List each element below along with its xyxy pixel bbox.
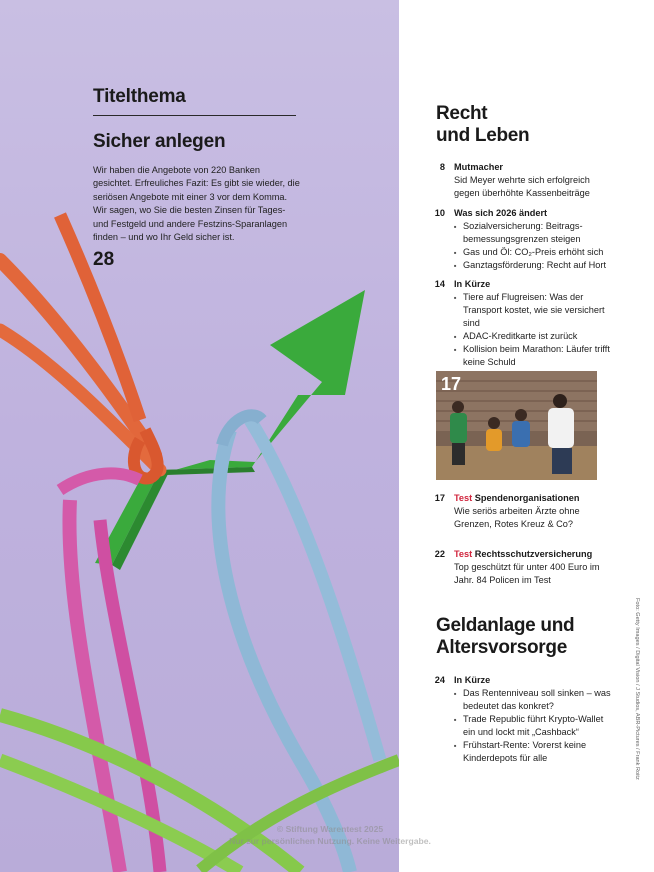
toc-heading: In Kürze <box>454 675 491 685</box>
cover-divider <box>93 115 296 116</box>
toc-list-item: ■ Sozialversicherung: Beitragsbemessungsgrenzen steigen <box>454 220 613 246</box>
photo-page-label: 17 <box>441 374 462 394</box>
section-title-geldanlage: Geldanlage und Altersvorsorge <box>436 615 575 658</box>
toc-description: Wie seriös arbeiten Ärzte ohne Grenzen, Rotes Kreuz & Co? <box>454 506 580 529</box>
toc-description: Top geschützt für unter 400 Euro im Jahr. 84 Policen im Test <box>454 562 600 585</box>
test-badge: Test <box>454 493 473 503</box>
toc-list-item: ■ Frühstart-Rente: Vorerst keine Kinderdepots für alle <box>454 739 613 765</box>
toc-heading: Spendenorganisationen <box>474 493 580 503</box>
toc-entry-mutmacher[interactable] <box>431 161 613 200</box>
toc-description: Sid Meyer wehrte sich erfolgreich gegen überhöhte Kassenbeiträge <box>454 175 590 198</box>
toc-page-number: 17 <box>434 493 445 503</box>
toc-heading: In Kürze <box>454 279 491 289</box>
toc-list-item: ■ Ganztagsförderung: Recht auf Hort <box>454 259 613 272</box>
toc-entry-spenden[interactable] <box>431 492 613 531</box>
spenden-photo[interactable] <box>436 371 597 480</box>
toc-entry-geld-in-kuerze[interactable] <box>431 674 613 765</box>
toc-page-number: 24 <box>434 675 445 685</box>
toc-page-number: 14 <box>434 279 445 289</box>
cover-teaser: Wir haben die Angebote von 220 Banken gesichtet. Erfreuliches Fazit: Es gibt sie wieder, die seriösen Angebote mit einer 3 vor dem Komma. Wir sagen, wo Sie die besten Zinsen für Tages- und Festgeld und andere Festzins-Sparanlagen finden – und wo Ihr Geld sicher ist. <box>93 165 300 243</box>
toc-entry-in-kuerze[interactable] <box>431 278 613 369</box>
cover-page-number[interactable]: 28 <box>93 249 115 270</box>
toc-list-item: ■ Kollision beim Marathon: Läufer trifft keine Schuld <box>454 343 613 369</box>
toc-list-item: ■ ADAC-Kreditkarte ist zurück <box>454 330 613 343</box>
toc-heading: Rechtsschutzversicherung <box>474 549 593 559</box>
photo-credit: Foto: Getty Images / Digital Vision / J Studios, ABR-Pictures / Frank Roitz <box>634 598 640 780</box>
toc-page-number: 22 <box>434 549 445 559</box>
toc-list-item: ■ Gas und Öl: CO₂-Preis erhöht sich <box>454 246 613 259</box>
copyright-watermark: © Stiftung Warentest 2025 Nur zur persönlichen Nutzung. Keine Weitergabe. <box>229 824 431 846</box>
section-title-recht: Recht und Leben <box>436 103 530 146</box>
toc-page-number: 8 <box>439 162 445 172</box>
toc-list-item: ■ Trade Republic führt Krypto-Wallet ein und lockt mit „Cashback“ <box>454 713 613 739</box>
toc-list-item: ■ Tiere auf Flugreisen: Was der Transport kostet, wie sie versichert sind <box>454 291 613 330</box>
cover-section-label: Titelthema <box>93 86 186 107</box>
toc-list-item: ■ Das Rentenniveau soll sinken – was bedeutet das konkret? <box>454 687 613 713</box>
toc-heading: Mutmacher <box>454 162 504 172</box>
toc-entry-rechtsschutz[interactable] <box>431 548 613 587</box>
test-badge: Test <box>454 549 473 559</box>
cover-title: Sicher anlegen <box>93 131 226 152</box>
toc-page-number: 10 <box>434 208 445 218</box>
toc-heading: Was sich 2026 ändert <box>454 208 548 218</box>
toc-entry-2026[interactable] <box>431 207 613 272</box>
